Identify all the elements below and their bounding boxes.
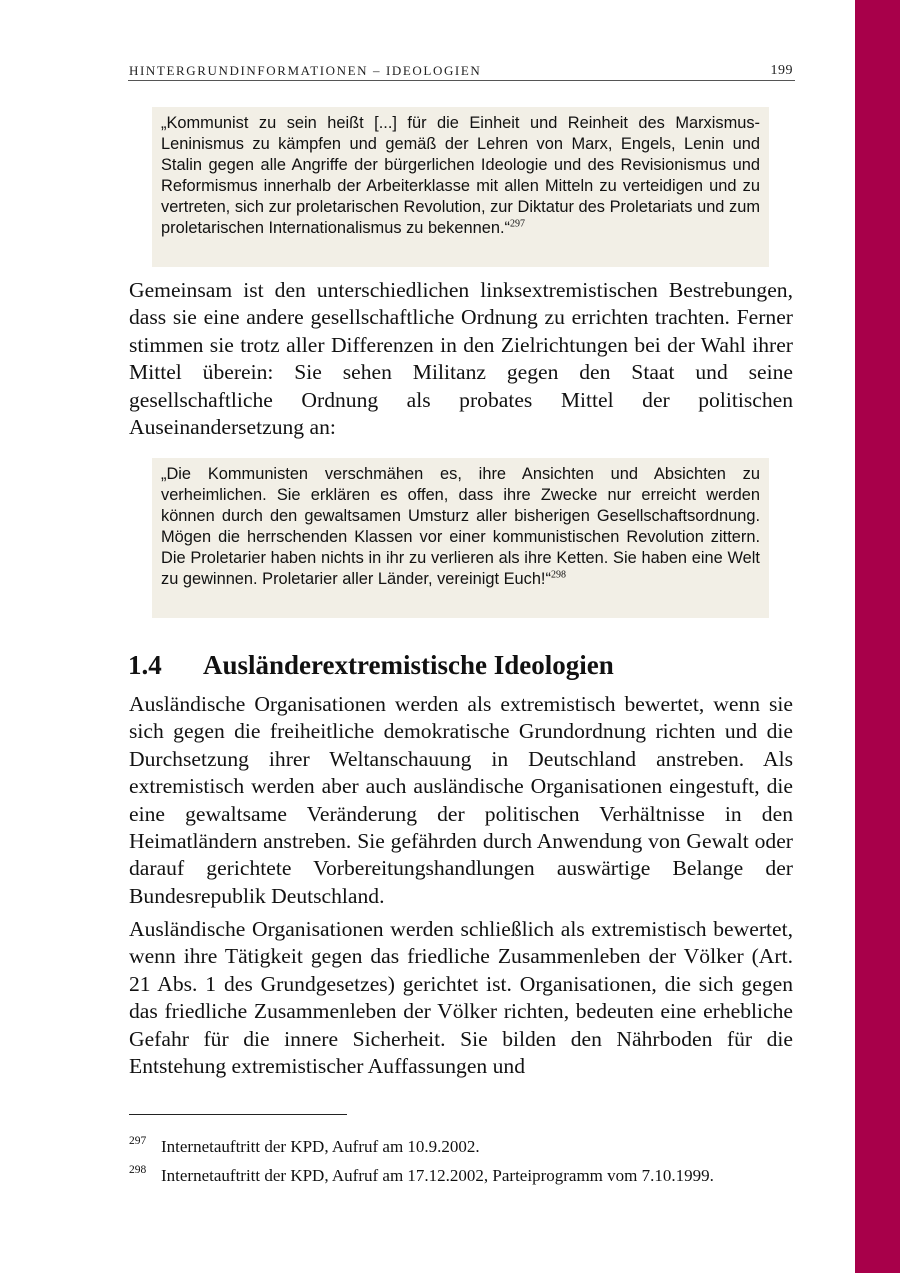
quote-block-2 <box>152 458 769 618</box>
body-paragraph-2: Ausländische Organisationen werden als extremistisch bewertet, wenn sie sich gegen die freiheitliche demokratische Grundordnung richten und die Durchsetzung ihrer Weltanschauung in Deutschland anstreben. Als extremistisch werden aber auch ausländische Organisationen eingestuft, die eine gewaltsame Veränderung der politischen Verhältnisse in den Heimatländern anstreben. Sie gefährden durch Anwendung von Gewalt oder darauf gerichtete Vorbereitungshandlungen auswärtige Belange der Bundesrepublik Deutschland. <box>129 692 793 908</box>
side-color-bar <box>855 0 900 1273</box>
footnote-divider <box>129 1114 347 1115</box>
section-title: Ausländerextremistische Ideologien <box>203 650 614 680</box>
quote-text: „Die Kommunisten verschmähen es, ihre Ansichten und Absichten zu verheimlichen. Sie erklären es offen, dass ihre Zwecke nur erreicht werden können durch den gewaltsamen Umsturz aller bisherigen Gesellschaftsordnung. Mögen die herrschenden Klassen vor einer kommunistischen Revolution zittern. Die Proletarier haben nichts in ihr zu verlieren als ihre Ketten. Sie haben eine Welt zu gewinnen. Proletarier aller Länder, vereinigt Euch!“ <box>161 465 760 588</box>
footnote-number: 297 <box>129 1135 147 1147</box>
footnote-text: Internetauftritt der KPD, Aufruf am 10.9.2002. <box>161 1137 480 1156</box>
footnote-ref[interactable]: 298 <box>550 569 566 581</box>
running-header <box>128 60 795 81</box>
footnote-number: 298 <box>129 1164 147 1176</box>
body-paragraph-3: Ausländische Organisationen werden schließlich als extremistisch bewertet, wenn ihre Tätigkeit gegen das friedliche Zusammenleben der Völker (Art. 21 Abs. 1 des Grundgesetzes) gerichtet ist. Organisationen, die sich gegen das friedliche Zusammenleben der Völker richten, bedeuten eine erhebliche Gefahr für die innere Sicherheit. Sie bilden den Nährboden für die Entstehung extremistischer Auffassungen und <box>129 917 793 1079</box>
footnote-text: Internetauftritt der KPD, Aufruf am 17.12.2002, Parteiprogramm vom 7.10.1999. <box>161 1166 714 1185</box>
running-title: HINTERGRUNDINFORMATIONEN – IDEOLOGIEN <box>129 63 482 78</box>
section-number: 1.4 <box>128 650 162 680</box>
page-number: 199 <box>770 63 793 78</box>
quote-text: „Kommunist zu sein heißt [...] für die Einheit und Reinheit des Marxismus-Leninismus zu kämpfen und gemäß der Lehren von Marx, Engels, Lenin und Stalin gegen alle Angriffe der bürgerlichen Ideologie und des Revisionismus und Reformismus innerhalb der Arbeiterklasse mit allen Mitteln zu verteidigen und zu vertreten, sich zur proletarischen Revolution, zur Diktatur des Proletariats und zum proletarischen Internationalismus zu bekennen.“ <box>161 114 760 237</box>
quote-block-1 <box>152 107 769 267</box>
footnote-ref[interactable]: 297 <box>509 218 525 230</box>
body-paragraph-1: Gemeinsam ist den unterschiedlichen linksextremistischen Bestrebungen, dass sie eine andere gesellschaftliche Ordnung zu errichten trachten. Ferner stimmen sie trotz aller Differenzen in den Zielrichtungen bei der Wahl ihrer Mittel überein: Sie sehen Militanz gegen den Staat und seine gesellschaftliche Ordnung als probates Mittel der politischen Auseinandersetzung an: <box>129 278 793 440</box>
